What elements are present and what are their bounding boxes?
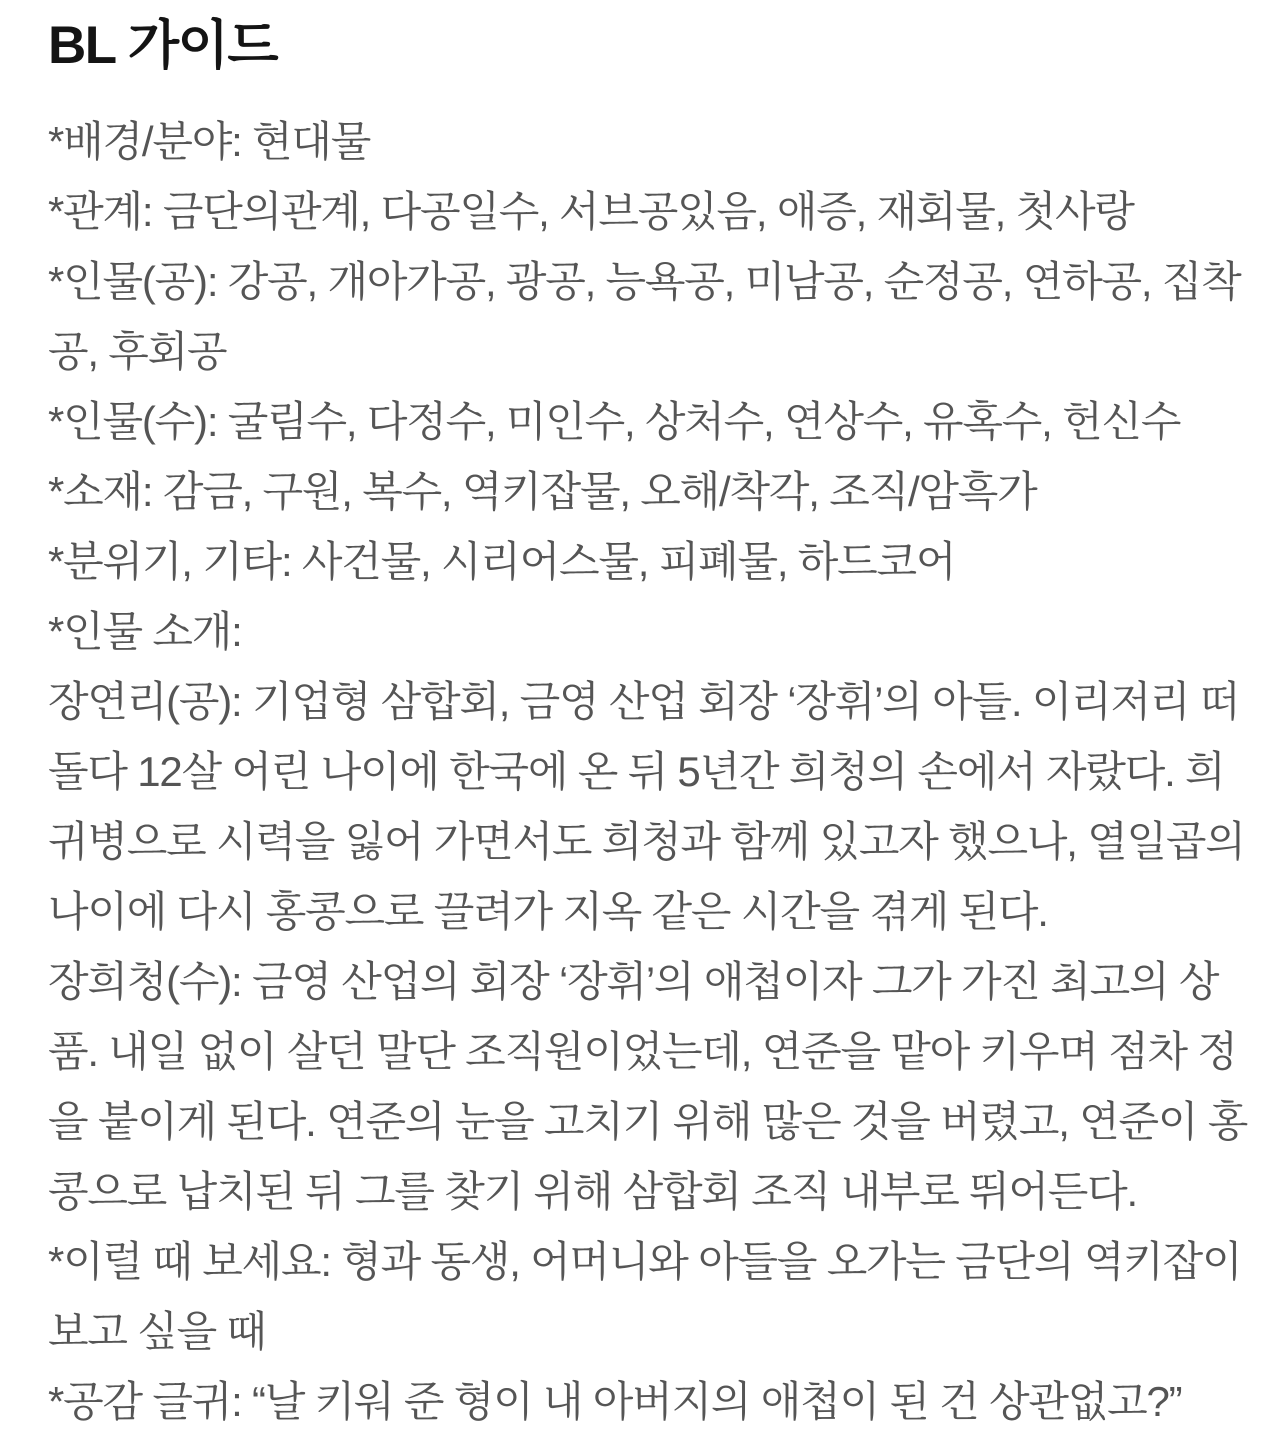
text-line: *이럴 때 보세요: 형과 동생, 어머니와 아들을 오가는 금단의 역키잡이 — [48, 1237, 1242, 1285]
text-line: *소재: 감금, 구원, 복수, 역키잡물, 오해/착각, 조직/암흑가 — [48, 467, 1037, 515]
text-line: 공, 후회공 — [48, 327, 227, 375]
text-line: *인물(수): 굴림수, 다정수, 미인수, 상처수, 연상수, 유혹수, 헌신수 — [48, 397, 1181, 445]
text-line: 장희청(수): 금영 산업의 회장 ‘장휘’의 애첩이자 그가 가진 최고의 상 — [48, 957, 1219, 1005]
text-line: 돌다 12살 어린 나이에 한국에 온 뒤 5년간 희청의 손에서 자랐다. 희 — [48, 747, 1225, 795]
text-line: 나이에 다시 홍콩으로 끌려가 지옥 같은 시간을 겪게 된다. — [48, 887, 1048, 935]
text-line: *배경/분야: 현대물 — [48, 117, 371, 165]
guide-text-block — [48, 107, 1248, 1437]
text-line: *분위기, 기타: 사건물, 시리어스물, 피폐물, 하드코어 — [48, 537, 956, 585]
text-line: 장연리(공): 기업형 삼합회, 금영 산업 회장 ‘장휘’의 아들. 이리저리 떠 — [48, 677, 1240, 725]
text-line: *공감 글귀: “날 키워 준 형이 내 아버지의 애첩이 된 건 상관없고?” — [48, 1377, 1182, 1425]
text-line: 을 붙이게 된다. 연준의 눈을 고치기 위해 많은 것을 버렸고, 연준이 홍 — [48, 1097, 1248, 1145]
text-line: 귀병으로 시력을 잃어 가면서도 희청과 함께 있고자 했으나, 열일곱의 — [48, 817, 1245, 865]
text-line: *관계: 금단의관계, 다공일수, 서브공있음, 애증, 재회물, 첫사랑 — [48, 187, 1134, 235]
text-line: 콩으로 납치된 뒤 그를 찾기 위해 삼합회 조직 내부로 뛰어든다. — [48, 1167, 1137, 1215]
text-line: 품. 내일 없이 살던 말단 조직원이었는데, 연준을 맡아 키우며 점차 정 — [48, 1027, 1237, 1075]
page-title: BL 가이드 — [48, 16, 278, 75]
text-line: 보고 싶을 때 — [48, 1307, 266, 1355]
text-line: *인물 소개: — [48, 607, 242, 655]
text-line: *인물(공): 강공, 개아가공, 광공, 능욕공, 미남공, 순정공, 연하공, 집착 — [48, 257, 1241, 305]
